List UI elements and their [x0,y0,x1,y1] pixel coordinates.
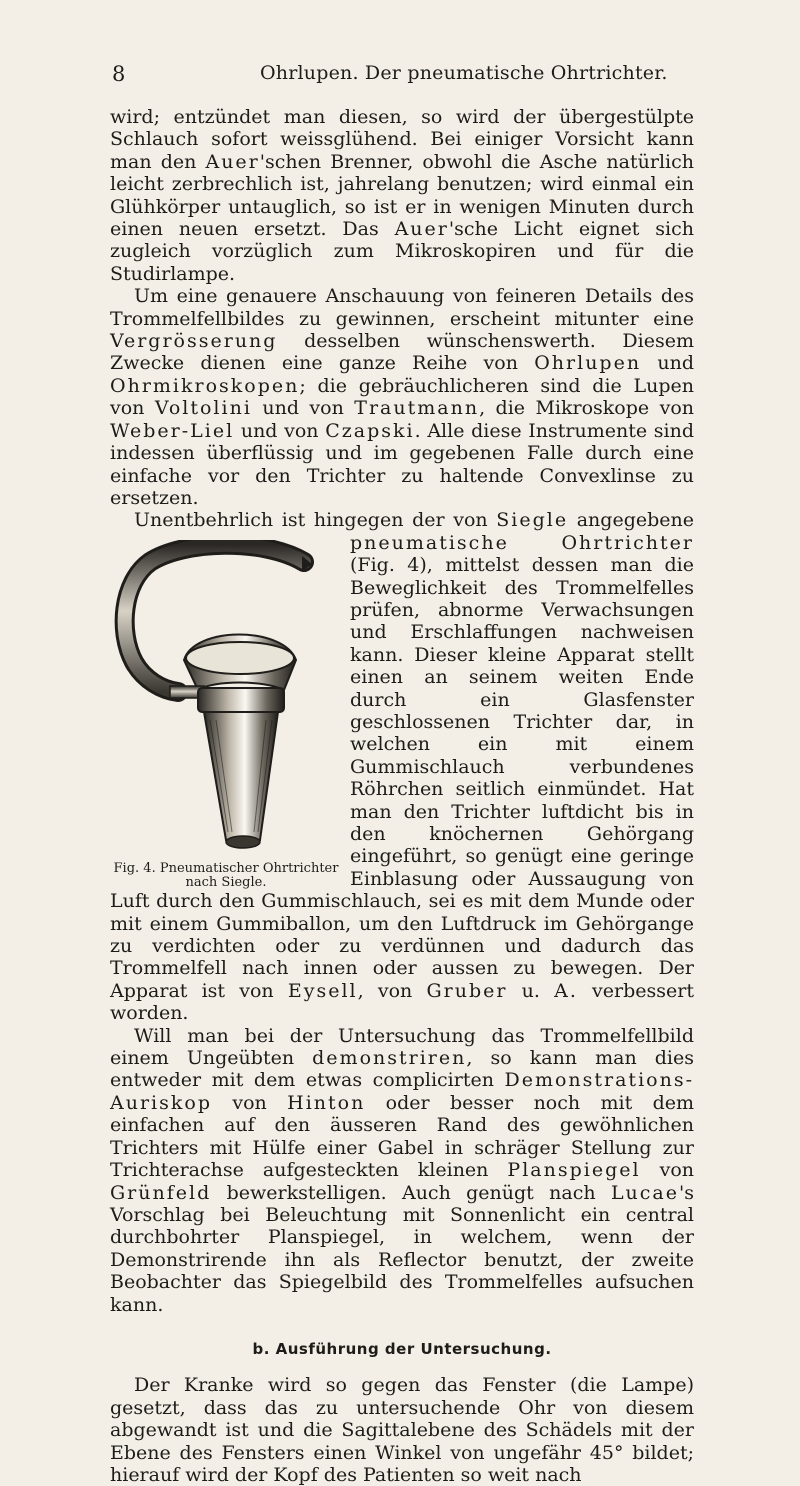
paragraph-4: Will man bei der Untersuchung das Trommelfellbild einem Ungeübten demonstriren, so kann man dies entweder mit dem etwas complicirten Demonstrations-Auriskop von Hinton oder besser noch mit dem einfachen auf den äusseren Rand des gewöhnlichen Trichters mit Hülfe einer Gabel in schräger Stellung zur Trichterachse aufgesteckten kleinen Planspiegel von Grünfeld bewerkstelligen. Auch genügt nach Lucae's Vorschlag bei Beleuchtung mit Sonnenlicht ein central durchbohrter Planspiegel, in welchem, wenn der Demonstrirende ihn als Reflector benutzt, der zweite Beobachter das Spiegelbild des Trommelfelles aufsuchen kann. [110,1024,694,1316]
paragraph-2: Um eine genauere Anschauung von feineren Details des Trommelfellbildes zu gewinnen, erscheint mitunter eine Vergrösserung desselben wünschenswerth. Diesem Zwecke dienen eine ganze Reihe von Ohrlupen und Ohrmikroskopen; die gebräuchlicheren sind die Lupen von Voltolini und von Trautmann, die Mikroskope von Weber-Liel und von Czapski. Alle diese Instrumente sind indessen überflüssig und im gegebenen Falle durch eine einfache vor den Trichter zu haltende Convexlinse zu ersetzen. [110,285,694,509]
running-title: Ohrlupen. Der pneumatische Ohrtrichter. [260,62,668,84]
figure-caption: Fig. 4. Pneumatischer Ohrtrichter nach Siegle. [113,861,339,890]
section-heading: b. Ausführung der Untersuchung. [252,1339,552,1358]
paragraph-5: Der Kranke wird so gegen das Fenster (die Lampe) gesetzt, dass das zu untersuchende Ohr von diesem abgewandt ist und die Sagittalebene des Schädels mit der Ebene des Fensters einen Winkel von ungefähr 45° bildet; hierauf wird der Kopf des Patienten so weit nach [110,1374,694,1486]
figure-4 [110,540,342,896]
paragraph-3: Unentbehrlich ist hingegen der von Siegle angegebene pneumatische Ohrtrichter (Fig. 4), mittelst dessen man die Beweglichkeit des Trommelfelles prüfen, abnorme Verwachsungen und Erschlaffungen nachweisen kann. Dieser kleine Apparat stellt einen an seinem weiten Ende durch ein Glasfenster geschlossenen Trichter dar, in welchen ein mit einem Gummischlauch verbundenes Röhrchen seitlich einmündet. Hat man den Trichter luftdicht bis in den knöchernen Gehörgang eingeführt, so genügt eine geringe Einblasung oder Aussaugung von Luft durch den Gummischlauch, sei es mit dem Munde oder mit einem Gummiballon, um den Luftdruck im Gehörgange zu verdichten oder zu verdünnen und dadurch das Trommelfell nach innen oder aussen zu bewegen. Der Apparat ist von Eysell, von Gruber u. A. verbessert worden. [110,509,694,1025]
page-number: 8 [112,62,126,86]
page-header [0,62,800,88]
paragraph-1: wird; entzündet man diesen, so wird der übergestülpte Schlauch sofort weissglühend. Bei einiger Vorsicht kann man den Auer'schen Brenner, obwohl die Asche natürlich leicht zerbrechlich ist, jahrelang benutzen; wird einmal ein Glühkörper untauglich, so ist er in wenigen Minuten durch einen neuen ersetzt. Das Auer'sche Licht eignet sich zugleich vorzüglich zum Mikroskopiren und für die Studirlampe. [110,106,694,285]
pneumatic-ear-speculum-illustration [114,540,314,860]
